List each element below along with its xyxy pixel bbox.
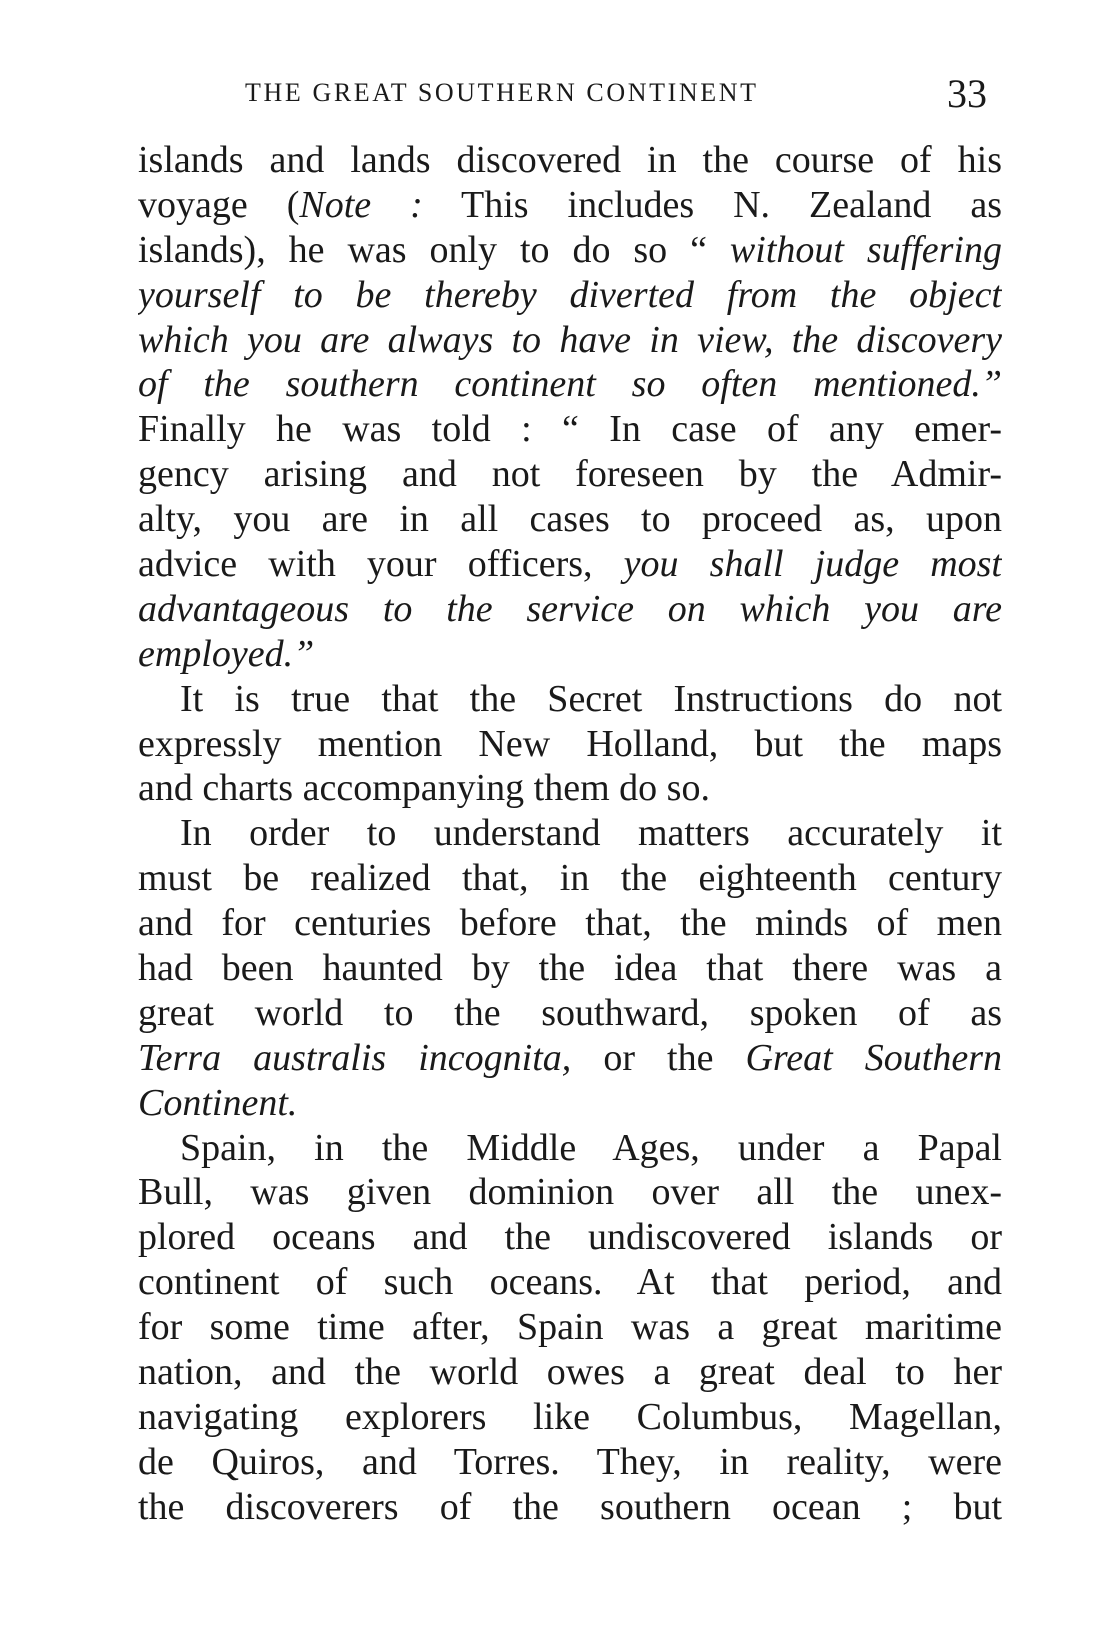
text-line-25: plored oceans and the undiscovered islands or bbox=[138, 1216, 1002, 1259]
text-line-19: had been haunted by the idea that there was a bbox=[138, 947, 1002, 990]
text-line-9: alty, you are in all cases to proceed as, upon bbox=[138, 498, 1002, 541]
text-line-3 bbox=[138, 228, 1002, 273]
text-line-13: It is true that the Secret Instructions do not bbox=[180, 677, 1002, 720]
line-10-italic: you shall judge most bbox=[623, 543, 1002, 586]
text-line-2 bbox=[138, 183, 1002, 228]
text-line-20: great world to the southward, spoken of as bbox=[138, 991, 1002, 1034]
text-line-15: and charts accompanying them do so. bbox=[138, 767, 710, 810]
line-2-pre: voyage ( bbox=[138, 183, 300, 226]
text-line-17: must be realized that, in the eighteenth century bbox=[138, 857, 1002, 900]
text-line-27: for some time after, Spain was a great maritime bbox=[138, 1306, 1002, 1349]
text-line-26: continent of such oceans. At that period, and bbox=[138, 1261, 1002, 1304]
line-21-mid: or the bbox=[571, 1036, 746, 1079]
text-line-21 bbox=[138, 1036, 1002, 1081]
line-3-pre: islands), he was only to do so “ bbox=[138, 228, 730, 271]
running-head bbox=[245, 70, 995, 120]
running-title: THE GREAT SOUTHERN CONTINENT bbox=[245, 78, 759, 107]
line-2-note: Note : bbox=[299, 183, 423, 226]
text-line-7: Finally he was told : “ In case of any emer- bbox=[138, 408, 1002, 451]
page-number: 33 bbox=[947, 71, 987, 116]
text-line-29: navigating explorers like Columbus, Magellan, bbox=[138, 1395, 1002, 1438]
text-line-18: and for centuries before that, the minds of men bbox=[138, 902, 1002, 945]
line-21-italic-2: Great Southern bbox=[745, 1036, 1002, 1079]
text-line-16: In order to understand matters accurately it bbox=[180, 812, 1002, 855]
body-text bbox=[138, 138, 1002, 1530]
text-line-12: employed.” bbox=[138, 632, 315, 675]
text-line-6: of the southern continent so often mentioned.” bbox=[138, 363, 1002, 406]
text-line-24: Bull, was given dominion over all the unex- bbox=[138, 1171, 1002, 1214]
text-line-31: the discoverers of the southern ocean ; but bbox=[138, 1485, 1002, 1528]
text-line-30: de Quiros, and Torres. They, in reality, were bbox=[138, 1440, 1002, 1483]
text-line-1: islands and lands discovered in the course of his bbox=[138, 139, 1002, 181]
text-line-8: gency arising and not foreseen by the Admir- bbox=[138, 453, 1002, 496]
text-line-28: nation, and the world owes a great deal to her bbox=[138, 1351, 1002, 1394]
text-line-4: yourself to be thereby diverted from the object bbox=[138, 273, 1002, 316]
text-line-22: Continent. bbox=[138, 1081, 298, 1124]
text-line-14: expressly mention New Holland, but the maps bbox=[138, 722, 1002, 765]
line-10-pre: advice with your officers, bbox=[138, 543, 624, 586]
line-3-italic: without suffering bbox=[729, 228, 1002, 271]
text-line-23: Spain, in the Middle Ages, under a Papal bbox=[180, 1126, 1002, 1169]
text-line-10 bbox=[138, 542, 1002, 587]
text-line-11: advantageous to the service on which you are bbox=[138, 587, 1002, 630]
line-2-post: This includes N. Zealand as bbox=[422, 183, 1002, 226]
text-line-5: which you are always to have in view, the discovery bbox=[138, 318, 1002, 361]
line-21-italic-1: Terra australis incognita, bbox=[138, 1036, 572, 1079]
